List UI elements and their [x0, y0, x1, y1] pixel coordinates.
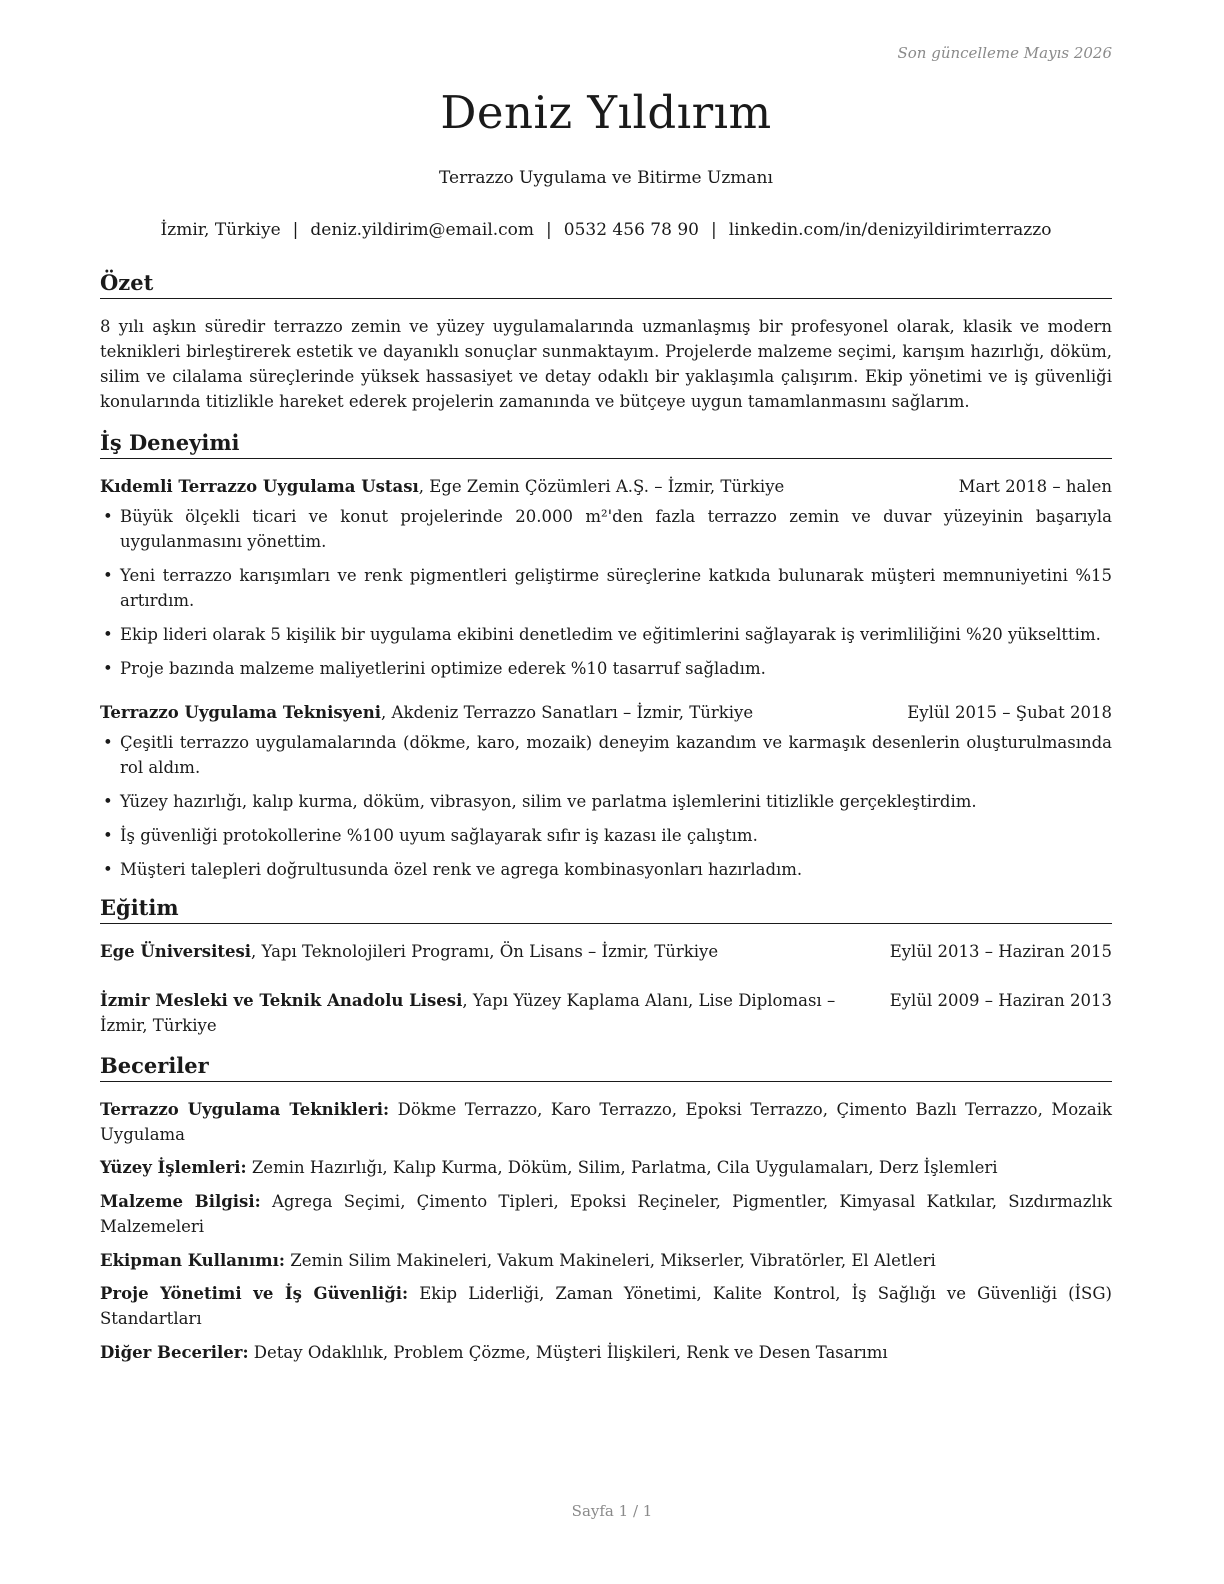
skill-row: Terrazzo Uygulama Teknikleri: Dökme Terrazzo, Karo Terrazzo, Epoksi Terrazzo, Çimento Bazlı Terrazzo, Mozaik Uygulama — [100, 1100, 1112, 1144]
skill-row: Malzeme Bilgisi: Agrega Seçimi, Çimento Tipleri, Epoksi Reçineler, Pigmentler, Kimyasal Katkılar, Sızdırmazlık Malzemeleri — [100, 1192, 1113, 1236]
list-item: • Müşteri talepleri doğrultusunda özel renk ve agrega kombinasyonları hazırladım. — [103, 860, 803, 879]
skill-row: Yüzey İşlemleri: Zemin Hazırlığı, Kalıp Kurma, Döküm, Silim, Parlatma, Cila Uygulamaları, Derz İşlemleri — [100, 1158, 998, 1177]
school-location: İzmir, Türkiye — [100, 1016, 217, 1035]
job-role-company — [100, 474, 784, 499]
school-detail: , Yapı Teknolojileri Programı, Ön Lisans – İzmir, Türkiye — [251, 942, 719, 961]
school-detail: , Yapı Yüzey Kaplama Alanı, Lise Diploması – — [462, 991, 836, 1010]
contact-email[interactable]: deniz.yildirim@email.com — [310, 220, 535, 240]
job-header — [100, 700, 1112, 725]
section-title-experience: İş Deneyimi — [100, 430, 1112, 459]
job-role: Terrazzo Uygulama Teknisyeni — [100, 703, 382, 722]
contact-separator: | — [546, 220, 552, 240]
job-title: Terrazzo Uygulama ve Bitirme Uzmanı — [439, 168, 773, 188]
section-title-skills: Beceriler — [100, 1053, 1112, 1082]
contact-location: İzmir, Türkiye — [160, 220, 281, 240]
school-name: İzmir Mesleki ve Teknik Anadolu Lisesi — [100, 991, 463, 1010]
school-name: Ege Üniversitesi — [100, 942, 252, 961]
skill-row: Ekipman Kullanımı: Zemin Silim Makineleri, Vakum Makineleri, Mikserler, Vibratörler, El Aletleri — [100, 1251, 936, 1270]
list-item: • Büyük ölçekli ticari ve konut projelerinde 20.000 m²'den fazla terrazzo zemin ve duvar yüzeyinin başarıyla uygulanmasını yönettim. — [103, 507, 1112, 551]
education-item — [100, 988, 1112, 1038]
skill-row: Proje Yönetimi ve İş Güvenliği: Ekip Liderliği, Zaman Yönetimi, Kalite Kontrol, İş Sağlığı ve Güvenliği (İSG) Standartları — [100, 1284, 1112, 1328]
job-header — [100, 474, 1112, 499]
job-role-company — [100, 700, 753, 725]
job-bullets — [100, 730, 1112, 891]
list-item: • Yeni terrazzo karışımları ve renk pigmentleri geliştirme süreçlerine katkıda bulunarak müşteri memnuniyetini %15 artırdım. — [103, 566, 1112, 610]
list-item: • Proje bazında malzeme maliyetlerini optimize ederek %10 tasarruf sağladım. — [103, 659, 766, 678]
education-item — [100, 939, 1112, 964]
list-item: • Ekip lideri olarak 5 kişilik bir uygulama ekibini denetledim ve eğitimlerini sağlayarak iş verimliliğini %20 yükselttim. — [103, 625, 1101, 644]
job-bullets — [100, 504, 1112, 690]
summary-text: 8 yılı aşkın süredir terrazzo zemin ve yüzey uygulamalarında uzmanlaşmış bir profesyonel olarak, klasik ve modern teknikleri birleştirerek estetik ve dayanıklı sonuçlar sunmaktayım. Projelerde malzeme seçimi, karışım hazırlığı, döküm, silim ve cilalama süreçlerinde yüksek hassasiyet ve detay odaklı bir yaklaşımla çalışırım. Ekip yönetimi ve iş güvenliği konularında titizlikle hareket ederek projelerin zamanında ve bütçeye uygun tamamlanmasını sağlarım. — [100, 317, 1112, 411]
last-updated: Son güncelleme Mayıs 2026 — [897, 44, 1112, 62]
contact-separator: | — [710, 220, 717, 240]
list-item: • Çeşitli terrazzo uygulamalarında (dökme, karo, mozaik) deneyim kazandım ve karmaşık desenlerin oluşturulmasında rol aldım. — [103, 733, 1112, 777]
section-title-summary: Özet — [100, 270, 1112, 299]
job-role: Kıdemli Terrazzo Uygulama Ustası — [100, 477, 419, 496]
list-item: • İş güvenliği protokollerine %100 uyum sağlayarak sıfır iş kazası ile çalıştım. — [103, 826, 758, 845]
contact-separator: | — [292, 220, 299, 240]
job-dates: Mart 2018 – halen — [958, 477, 1112, 496]
education-dates: Eylül 2013 – Haziran 2015 — [889, 942, 1112, 961]
education-dates: Eylül 2009 – Haziran 2013 — [889, 991, 1112, 1010]
job-company: , Ege Zemin Çözümleri A.Ş. – İzmir, Türkiye — [418, 477, 785, 496]
contact-phone: 0532 456 78 90 — [563, 220, 699, 240]
job-dates: Eylül 2015 – Şubat 2018 — [907, 703, 1112, 722]
contact-line — [100, 220, 1112, 240]
contact-linkedin[interactable]: linkedin.com/in/denizyildirimterrazzo — [728, 220, 1052, 240]
skill-row: Diğer Beceriler: Detay Odaklılık, Problem Çözme, Müşteri İlişkileri, Renk ve Desen Tasarımı — [100, 1343, 888, 1362]
job-company: , Akdeniz Terrazzo Sanatları – İzmir, Türkiye — [381, 703, 754, 722]
list-item: • Yüzey hazırlığı, kalıp kurma, döküm, vibrasyon, silim ve parlatma işlemlerini titizlikle gerçekleştirdim. — [103, 792, 977, 811]
person-name: Deniz Yıldırım — [440, 86, 772, 139]
page-number: Sayfa 1 / 1 — [571, 1502, 653, 1520]
section-title-education: Eğitim — [100, 895, 1112, 924]
